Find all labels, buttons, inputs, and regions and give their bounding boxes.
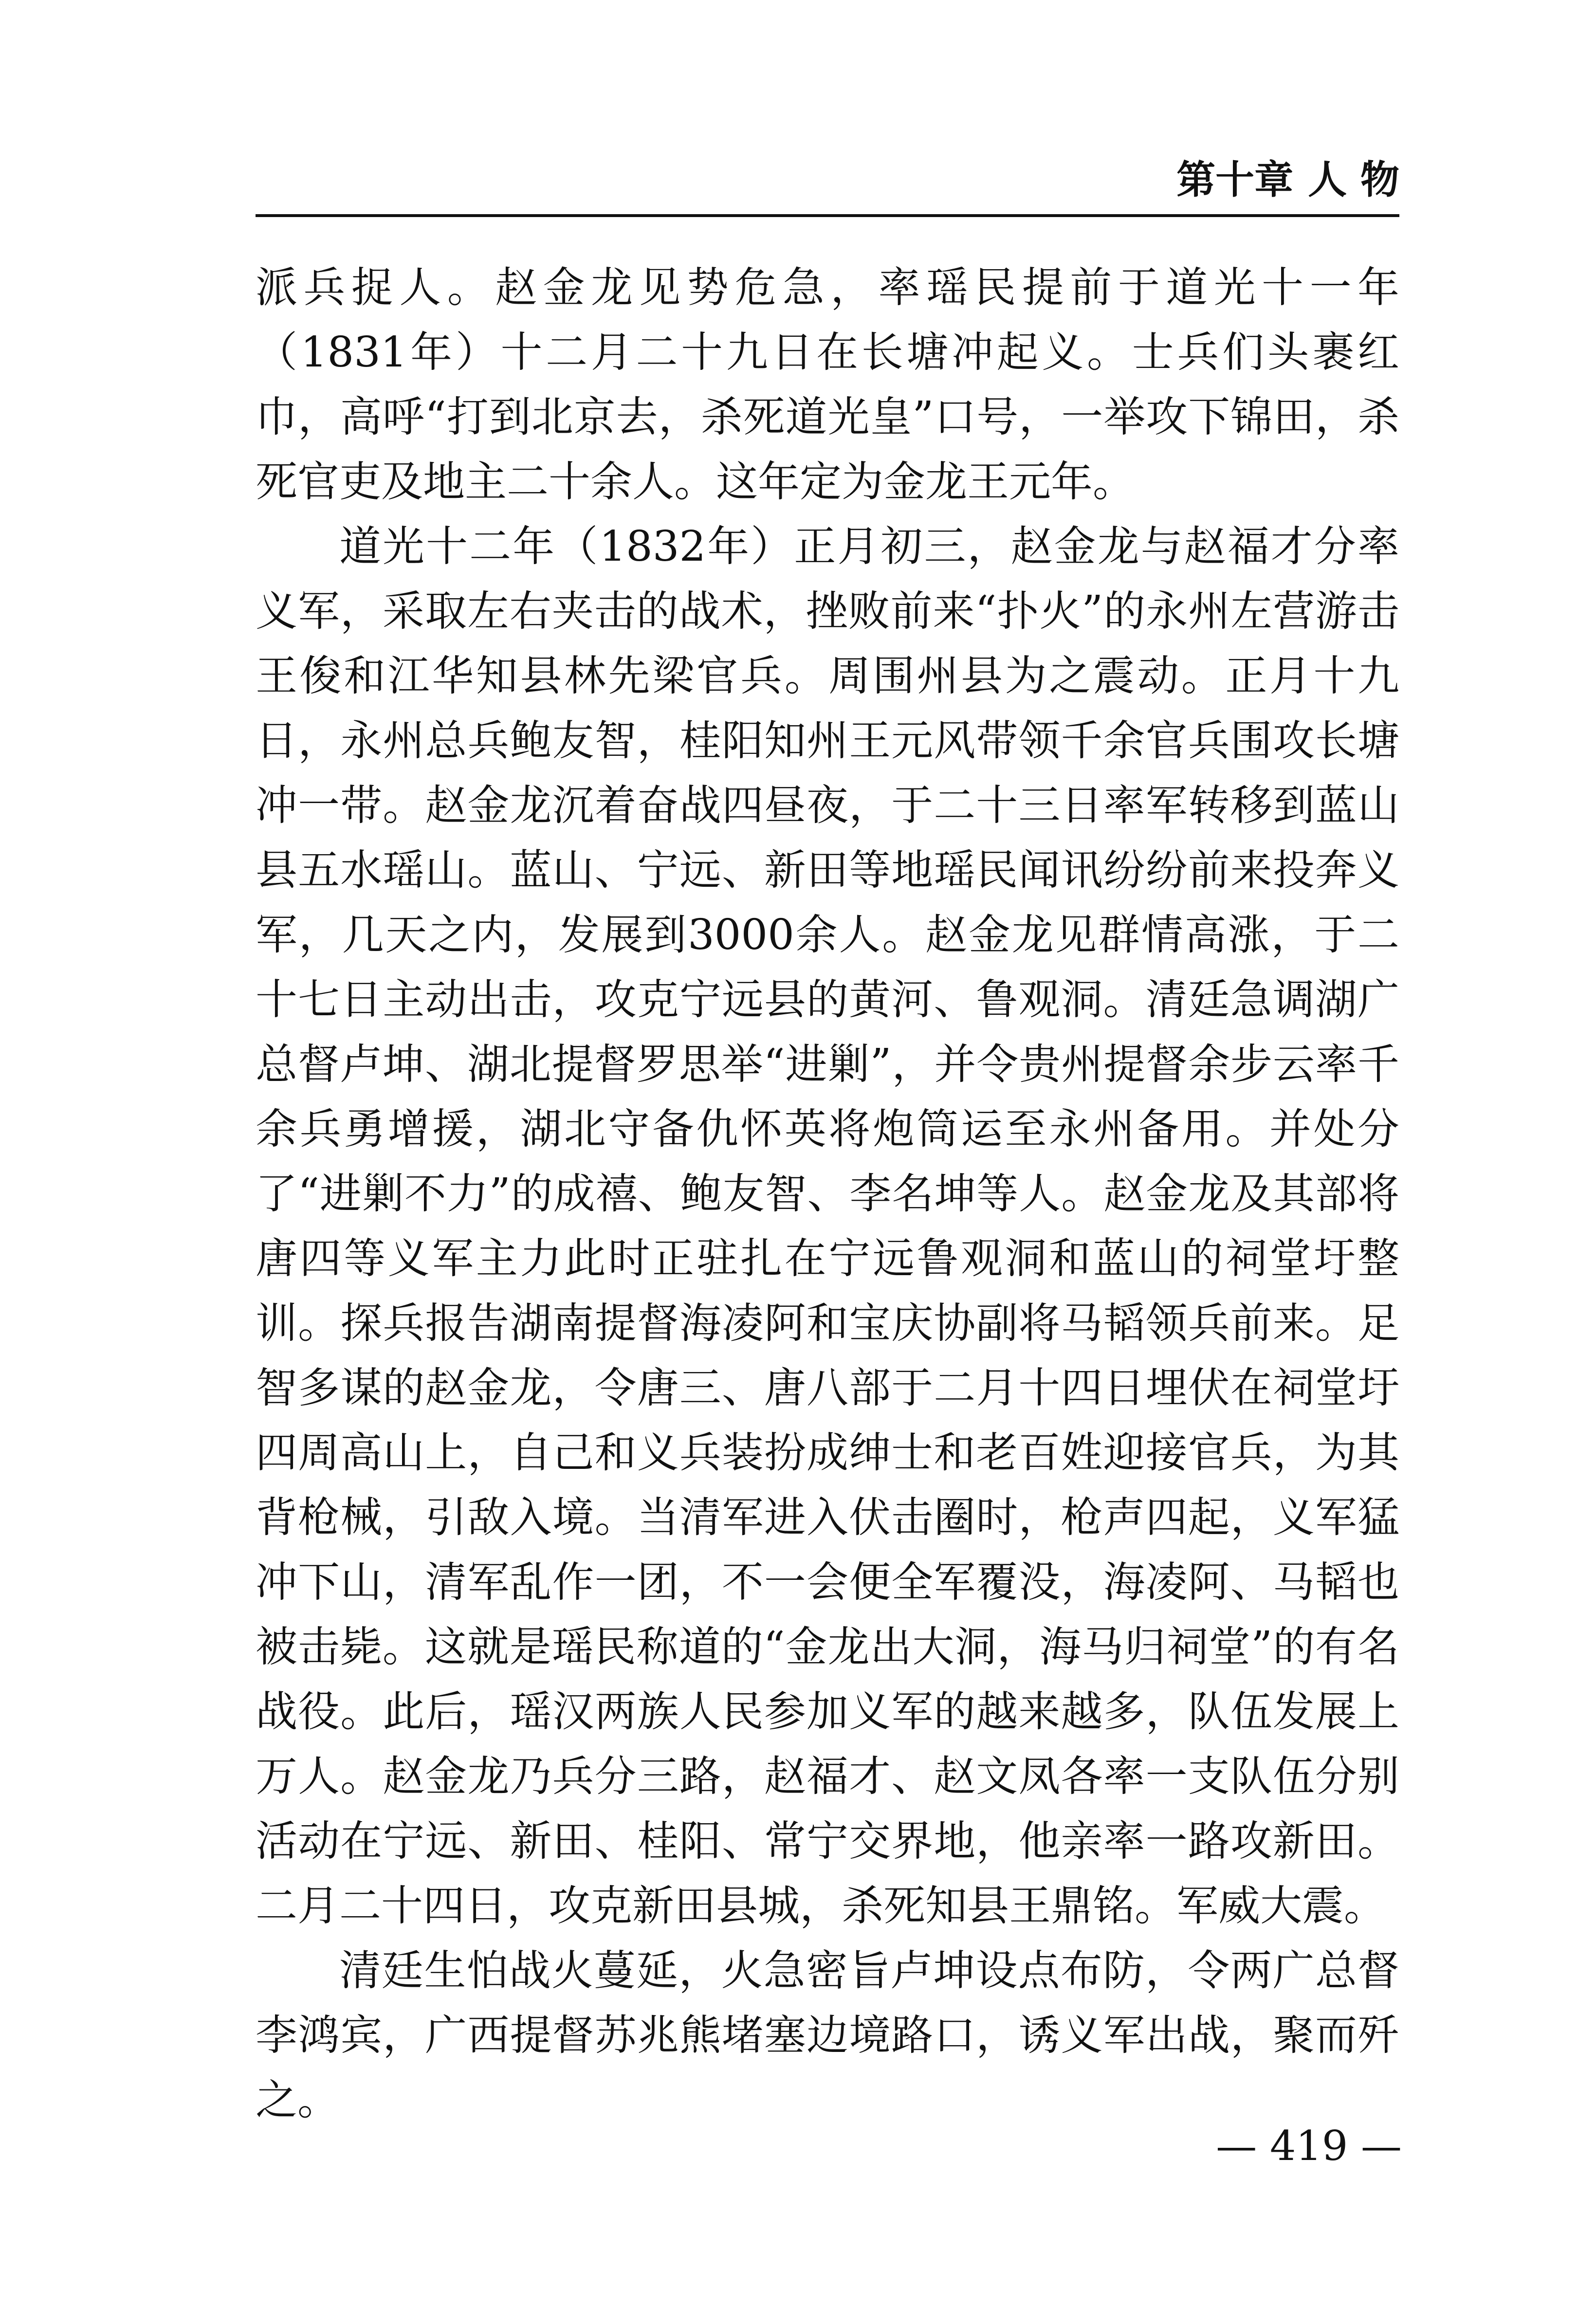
paragraph-continued: 派兵捉人。赵金龙见势危急，率瑶民提前于道光十一年（1831年）十二月二十九日在长塘冲起义。士兵们头裹红巾，高呼“打到北京去，杀死道光皇”口号，一举攻下锦田，杀死官吏及地主二十余人。这年定为金龙王元年。 — [256, 263, 1399, 506]
header-rule — [256, 214, 1399, 217]
running-head — [1168, 148, 1399, 204]
section-label: 人 物 — [1308, 157, 1399, 202]
page-number: — 419 — — [1216, 2122, 1402, 2170]
paragraph: 道光十二年（1832年）正月初三，赵金龙与赵福才分率义军，采取左右夹击的战术，挫败前来“扑火”的永州左营游击王俊和江华知县林先梁官兵。周围州县为之震动。正月十九日，永州总兵鲍友智，桂阳知州王元风带领千余官兵围攻长塘冲一带。赵金龙沉着奋战四昼夜，于二十三日率军转移到蓝山县五水瑶山。蓝山、宁远、新田等地瑶民闻讯纷纷前来投奔义军，几天之内，发展到3000余人。赵金龙见群情高涨，于二十七日主动出击，攻克宁远县的黄河、鲁观洞。清廷急调湖广总督卢坤、湖北提督罗思举“进剿”，并令贵州提督余步云率千余兵勇增援，湖北守备仇怀英将炮筒运至永州备用。并处分了“进剿不力”的成禧、鲍友智、李名坤等人。赵金龙及其部将唐四等义军主力此时正驻扎在宁远鲁观洞和蓝山的祠堂圩整训。探兵报告湖南提督海凌阿和宝庆协副将马韬领兵前来。足智多谋的赵金龙，令唐三、唐八部于二月十四日埋伏在祠堂圩四周高山上，自己和义兵装扮成绅士和老百姓迎接官兵，为其背枪械，引敌入境。当清军进入伏击圈时，枪声四起，义军猛冲下山，清军乱作一团，不一会便全军覆没，海凌阿、马韬也被击毙。这就是瑶民称道的“金龙出大洞，海马归祠堂”的有名战役。此后，瑶汉两族人民参加义军的越来越多，队伍发展上万人。赵金龙乃兵分三路，赵福才、赵文凤各率一支队伍分别活动在宁远、新田、桂阳、常宁交界地，他亲率一路攻新田。二月二十四日，攻克新田县城，杀死知县王鼎铭。军威大震。 — [256, 522, 1399, 1930]
body-text — [256, 256, 1399, 2133]
paragraph: 清廷生怕战火蔓延，火急密旨卢坤设点布防，令两广总督李鸿宾，广西提督苏兆熊堵塞边境路口，诱义军出战，聚而歼之。 — [256, 1946, 1399, 2124]
chapter-label: 第十章 — [1176, 157, 1294, 202]
